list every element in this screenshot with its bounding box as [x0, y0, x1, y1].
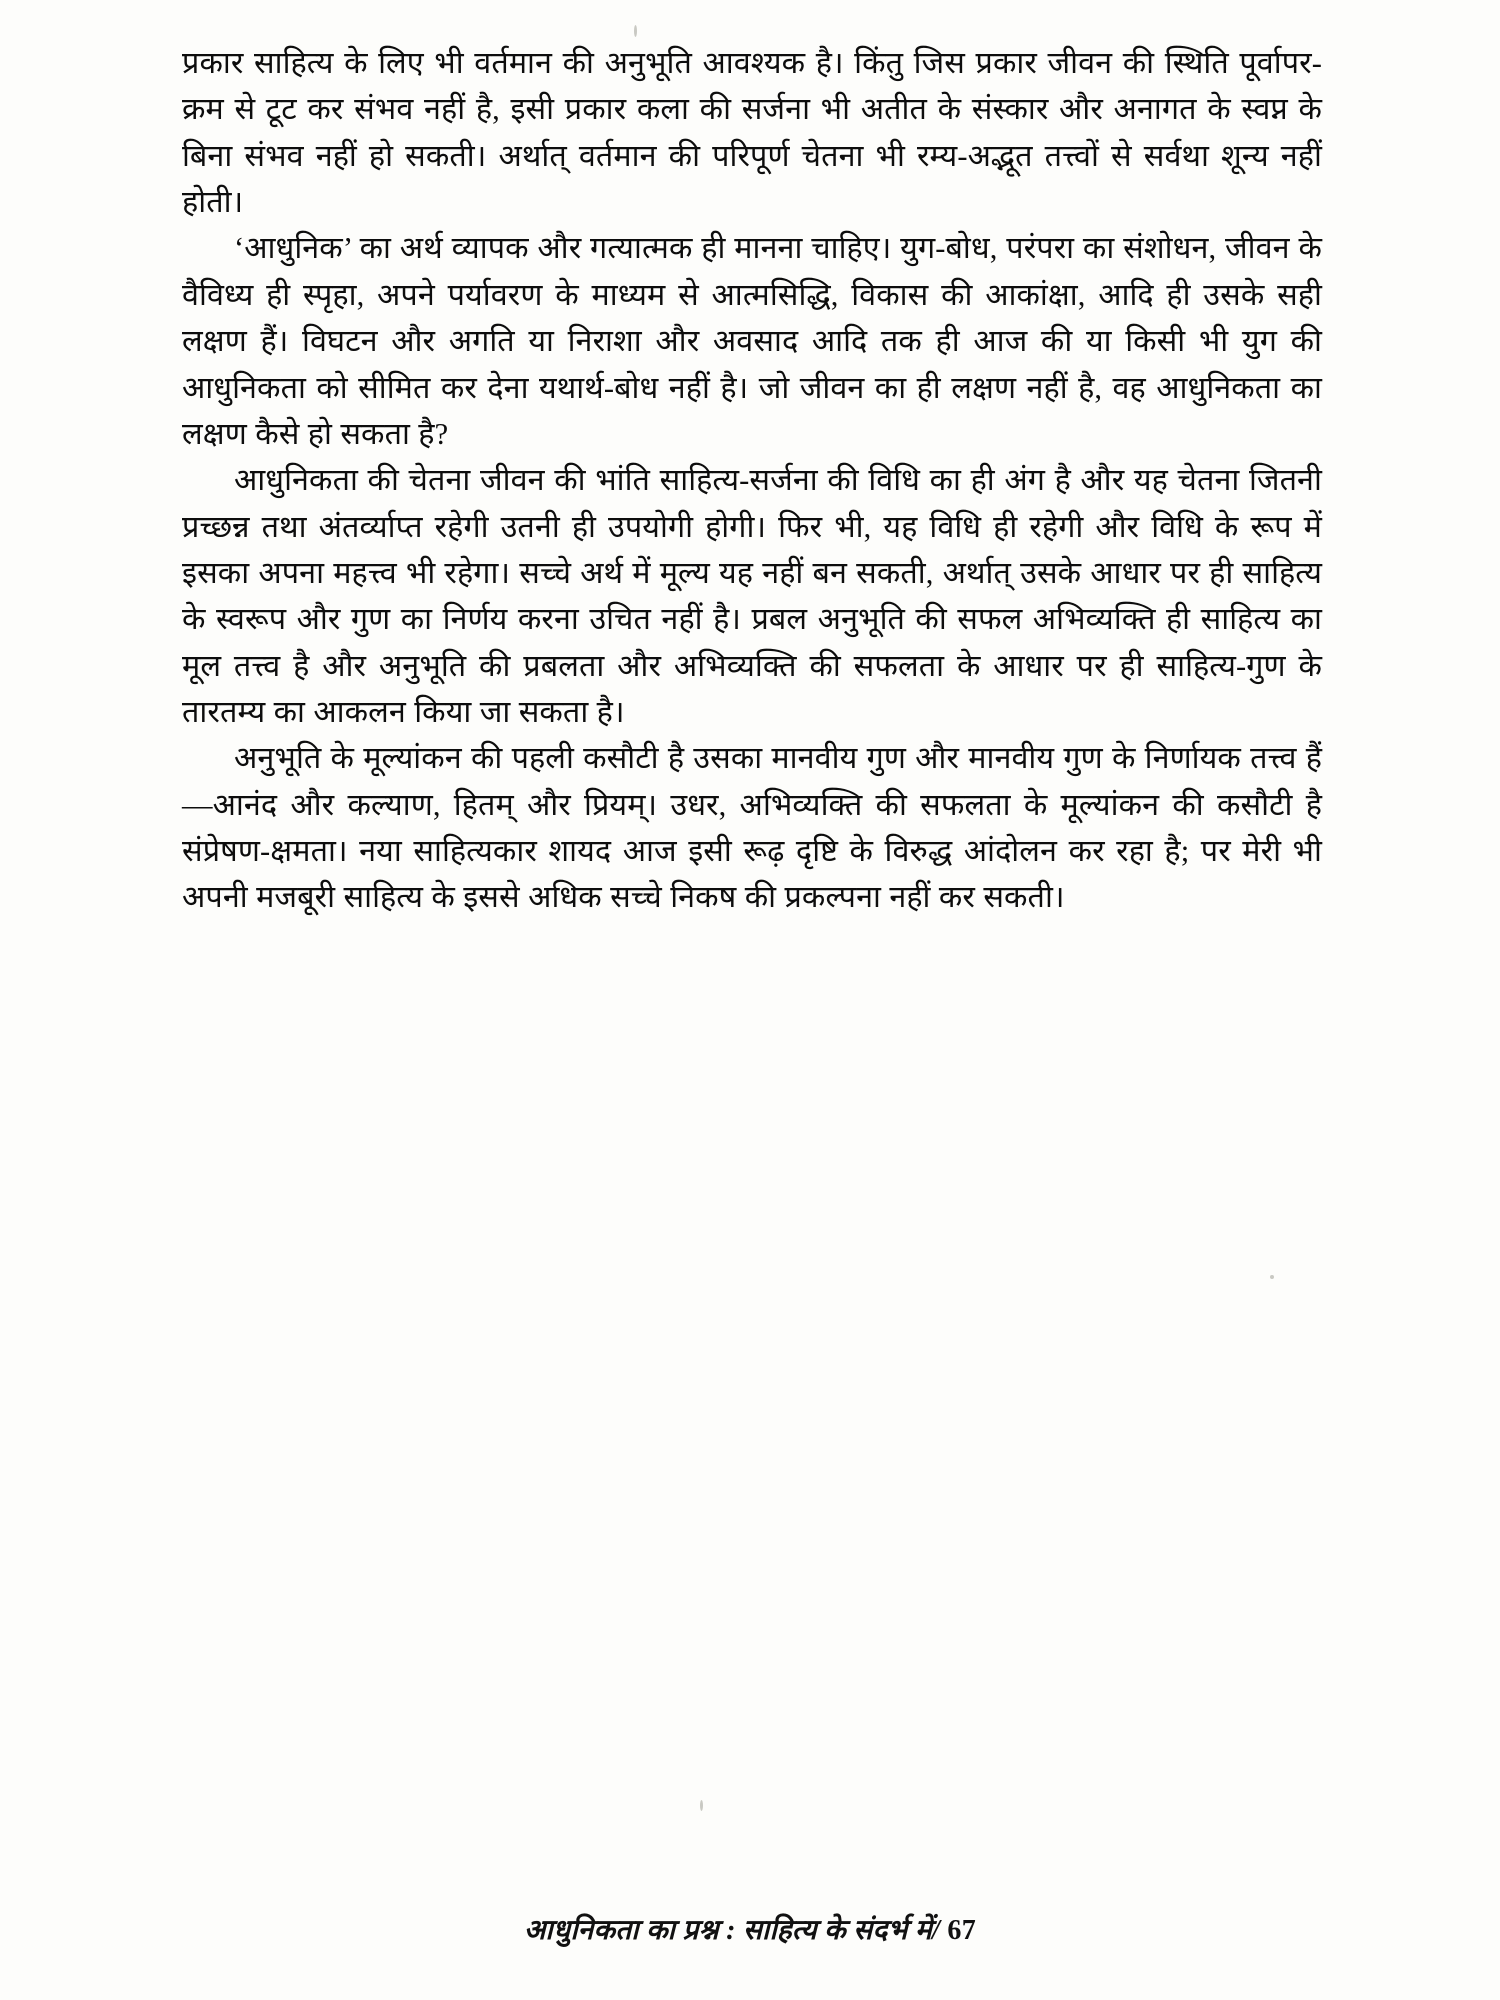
page-footer: [0, 1910, 1500, 1948]
footer-title: आधुनिकता का प्रश्न : साहित्य के संदर्भ में: [523, 1915, 933, 1946]
paragraph: प्रकार साहित्य के लिए भी वर्तमान की अनुभूति आवश्यक है। किंतु जिस प्रकार जीवन की स्थिति पूर्वापर-क्रम से टूट कर संभव नहीं है, इसी प्रकार कला की सर्जना भी अतीत के संस्कार और अनागत के स्वप्न के बिना संभव नहीं हो सकती। अर्थात् वर्तमान की परिपूर्ण चेतना भी रम्य-अद्भूत तत्त्वों से सर्वथा शून्य नहीं होती।: [182, 46, 1322, 220]
paragraph: अनुभूति के मूल्यांकन की पहली कसौटी है उसका मानवीय गुण और मानवीय गुण के निर्णायक तत्त्व हैं—आनंद और कल्याण, हितम् और प्रियम्। उधर, अभिव्यक्ति की सफलता के मूल्यांकन की कसौटी है संप्रेषण-क्षमता। नया साहित्यकार शायद आज इसी रूढ़ दृष्टि के विरुद्ध आंदोलन कर रहा है; पर मेरी भी अपनी मजबूरी साहित्य के इससे अधिक सच्चे निकष की प्रकल्पना नहीं कर सकती।: [182, 741, 1322, 915]
scan-speck: [634, 25, 637, 37]
scan-speck: [700, 1800, 703, 1811]
page-body: [182, 40, 1322, 921]
paragraph: ‘आधुनिक’ का अर्थ व्यापक और गत्यात्मक ही मानना चाहिए। युग-बोध, परंपरा का संशोधन, जीवन के वैविध्य ही स्पृहा, अपने पर्यावरण के माध्यम से आत्मसिद्धि, विकास की आकांक्षा, आदि ही उसके सही लक्षण हैं। विघटन और अगति या निराशा और अवसाद आदि तक ही आज की या किसी भी युग की आधुनिकता को सीमित कर देना यथार्थ-बोध नहीं है। जो जीवन का ही लक्षण नहीं है, वह आधुनिकता का लक्षण कैसे हो सकता है?: [182, 231, 1322, 451]
footer-separator: /: [932, 1915, 941, 1946]
page-number: 67: [947, 1915, 977, 1946]
paragraph: आधुनिकता की चेतना जीवन की भांति साहित्य-सर्जना की विधि का ही अंग है और यह चेतना जितनी प्रच्छन्न तथा अंतर्व्याप्त रहेगी उतनी ही उपयोगी होगी। फिर भी, यह विधि ही रहेगी और विधि के रूप में इसका अपना महत्त्व भी रहेगा। सच्चे अर्थ में मूल्य यह नहीं बन सकती, अर्थात् उसके आधार पर ही साहित्य के स्वरूप और गुण का निर्णय करना उचित नहीं है। प्रबल अनुभूति की सफल अभिव्यक्ति ही साहित्य का मूल तत्त्व है और अनुभूति की प्रबलता और अभिव्यक्ति की सफलता के आधार पर ही साहित्य-गुण के तारतम्य का आकलन किया जा सकता है।: [182, 463, 1322, 730]
scan-speck: [1270, 1275, 1274, 1279]
